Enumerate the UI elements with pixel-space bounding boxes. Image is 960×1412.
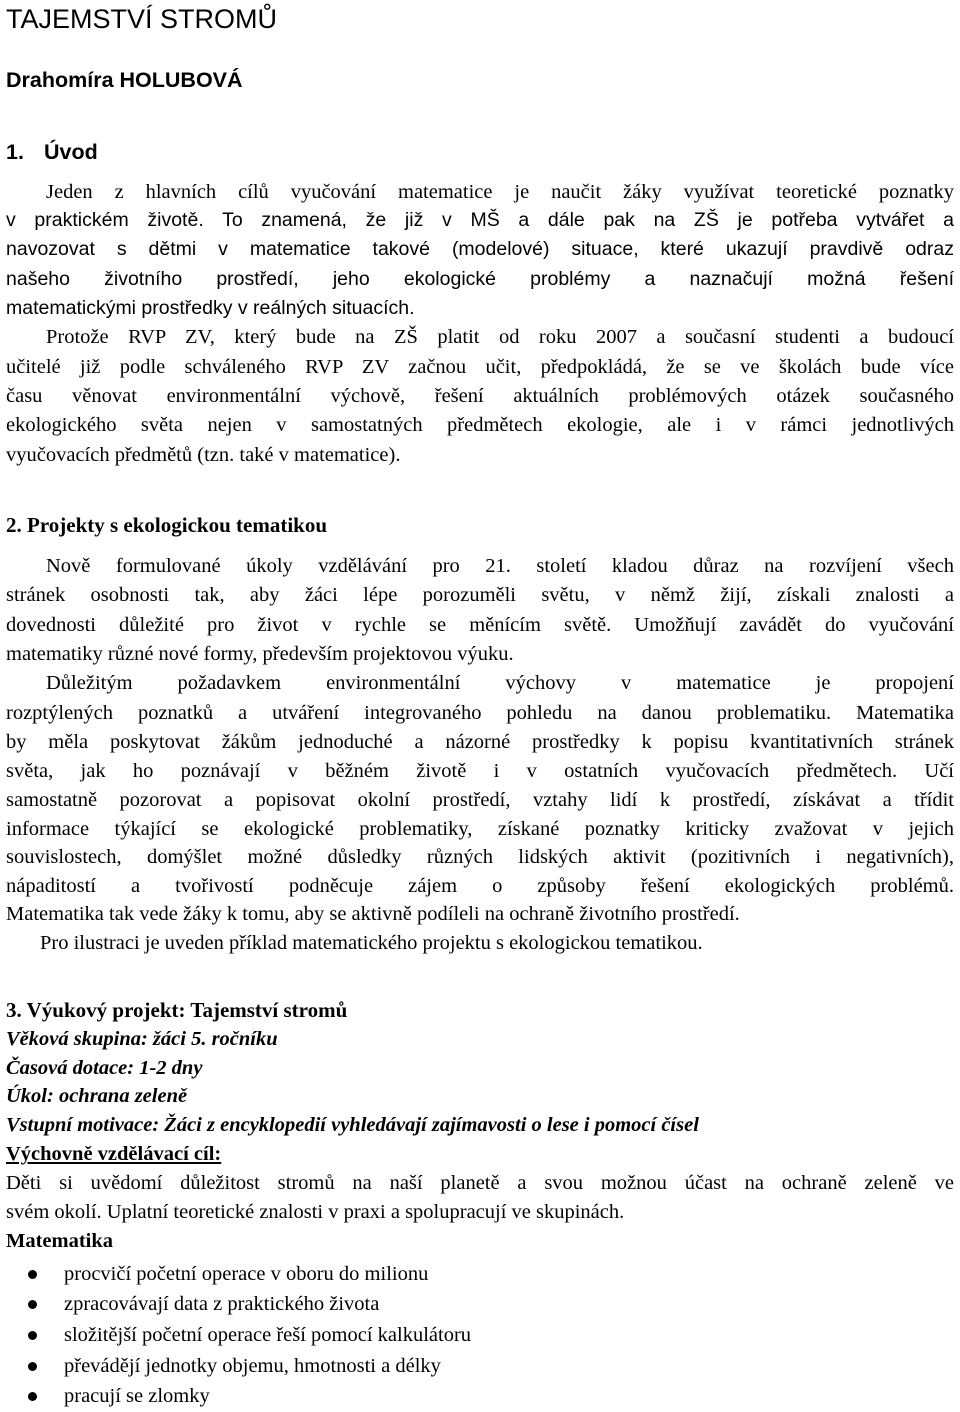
paragraph-line: Pro ilustraci je uveden příklad matematického projektu s ekologickou tematikou. bbox=[40, 932, 703, 954]
paragraph-line: Matematika tak vede žáky k tomu, aby se aktivně podíleli na ochraně životního prostředí. bbox=[6, 903, 740, 925]
paragraph-line: navozovat s dětmi v matematice takové (modelové) situace, které ukazují pravdivě odraz bbox=[6, 238, 954, 260]
section-1-title: Úvod bbox=[44, 140, 98, 164]
paragraph-line: vyučovacích předmětů (tzn. také v matematice). bbox=[6, 444, 401, 466]
paragraph-line: rozptýlených poznatků a utváření integrovaného pohledu na danou problematiku. Matematika bbox=[6, 702, 954, 724]
list-item: pracují se zlomky bbox=[64, 1385, 210, 1407]
list-item: zpracovávají data z praktického života bbox=[64, 1293, 380, 1315]
paragraph-line: Nově formulované úkoly vzdělávání pro 21. století kladou důraz na rozvíjení všech bbox=[46, 555, 954, 577]
age-group: Věková skupina: žáci 5. ročníku bbox=[6, 1028, 278, 1050]
bullet-icon bbox=[28, 1270, 37, 1279]
paragraph-line: ekologického světa nejen v samostatných předmětech ekologie, ale i v rámci jednotlivých bbox=[6, 414, 954, 436]
goal-label: Výchovně vzdělávací cíl: bbox=[6, 1143, 222, 1165]
paragraph-line: souvislostech, domýšlet možné důsledky různých lidských aktivit (pozitivních i negativních), bbox=[6, 846, 954, 868]
paragraph-line: samostatně pozorovat a popisovat okolní prostředí, vztahy lidí k prostředí, získávat a třídit bbox=[6, 789, 954, 811]
section-2-heading: 2. Projekty s ekologickou tematikou bbox=[6, 513, 328, 537]
paragraph-line: v praktickém životě. To znamená, že již v MŠ a dále pak na ZŠ je potřeba vytvářet a bbox=[6, 209, 954, 231]
paragraph-line: Důležitým požadavkem environmentální výchovy v matematice je propojení bbox=[46, 672, 954, 694]
section-3-heading: 3. Výukový projekt: Tajemství stromů bbox=[6, 998, 348, 1022]
paragraph-line: nápaditostí a tvořivostí podněcuje zájem o způsoby řešení ekologických problémů. bbox=[6, 875, 954, 897]
paragraph-line: Protože RVP ZV, který bude na ZŠ platit od roku 2007 a současní studenti a budoucí bbox=[46, 326, 954, 348]
paragraph-line: světa, jak ho poznávají v běžném životě i v ostatních vyučovacích předmětech. Učí bbox=[6, 760, 954, 782]
bullet-icon bbox=[28, 1331, 37, 1340]
bullet-icon bbox=[28, 1300, 37, 1309]
goal-line: Děti si uvědomí důležitost stromů na naší planetě a svou možnou účast na ochraně zeleně ve bbox=[6, 1172, 954, 1194]
paragraph-line: dovednosti důležité pro život v rychle se měnícím světě. Umožňují zavádět do vyučování bbox=[6, 614, 954, 636]
goal-line: svém okolí. Uplatní teoretické znalosti v praxi a spolupracují ve skupinách. bbox=[6, 1201, 625, 1223]
section-1-number: 1. bbox=[6, 140, 24, 164]
paragraph-line: Jeden z hlavních cílů vyučování matematice je naučit žáky využívat teoretické poznatky bbox=[46, 181, 954, 203]
math-label: Matematika bbox=[6, 1230, 114, 1252]
motivation: Vstupní motivace: Žáci z encyklopedií vyhledávají zajímavosti o lese i pomocí čísel bbox=[6, 1114, 699, 1136]
paragraph-line: matematiky různé nové formy, především projektovou výuku. bbox=[6, 643, 514, 665]
bullet-icon bbox=[28, 1362, 37, 1371]
list-item: převádějí jednotky objemu, hmotnosti a délky bbox=[64, 1355, 441, 1377]
bullet-icon bbox=[28, 1392, 37, 1401]
paragraph-line: učitelé již podle schváleného RVP ZV začnou učit, předpokládá, že se ve školách bude více bbox=[6, 356, 954, 378]
time-allocation: Časová dotace: 1-2 dny bbox=[6, 1057, 203, 1079]
paragraph-line: stránek osobnosti tak, aby žáci lépe porozuměli světu, v němž žijí, získali znalosti a bbox=[6, 584, 954, 606]
list-item: procvičí početní operace v oboru do milionu bbox=[64, 1263, 429, 1285]
paragraph-line: by měla poskytovat žákům jednoduché a názorné prostředky k popisu kvantitativních stránek bbox=[6, 731, 954, 753]
page-title: TAJEMSTVÍ STROMŮ bbox=[6, 4, 278, 34]
task: Úkol: ochrana zeleně bbox=[6, 1085, 188, 1107]
paragraph-line: času věnovat environmentální výchově, řešení aktuálních problémových otázek současného bbox=[6, 385, 954, 407]
paragraph-line: informace týkající se ekologické problematiky, získané poznatky kriticky zvažovat v jejich bbox=[6, 818, 954, 840]
list-item: složitější početní operace řeší pomocí kalkulátoru bbox=[64, 1324, 472, 1346]
paragraph-line: našeho životního prostředí, jeho ekologické problémy a naznačují možná řešení bbox=[6, 268, 954, 290]
section-1-heading bbox=[6, 140, 98, 165]
paragraph-line: matematickými prostředky v reálných situacích. bbox=[6, 297, 415, 319]
author: Drahomíra HOLUBOVÁ bbox=[6, 68, 243, 92]
